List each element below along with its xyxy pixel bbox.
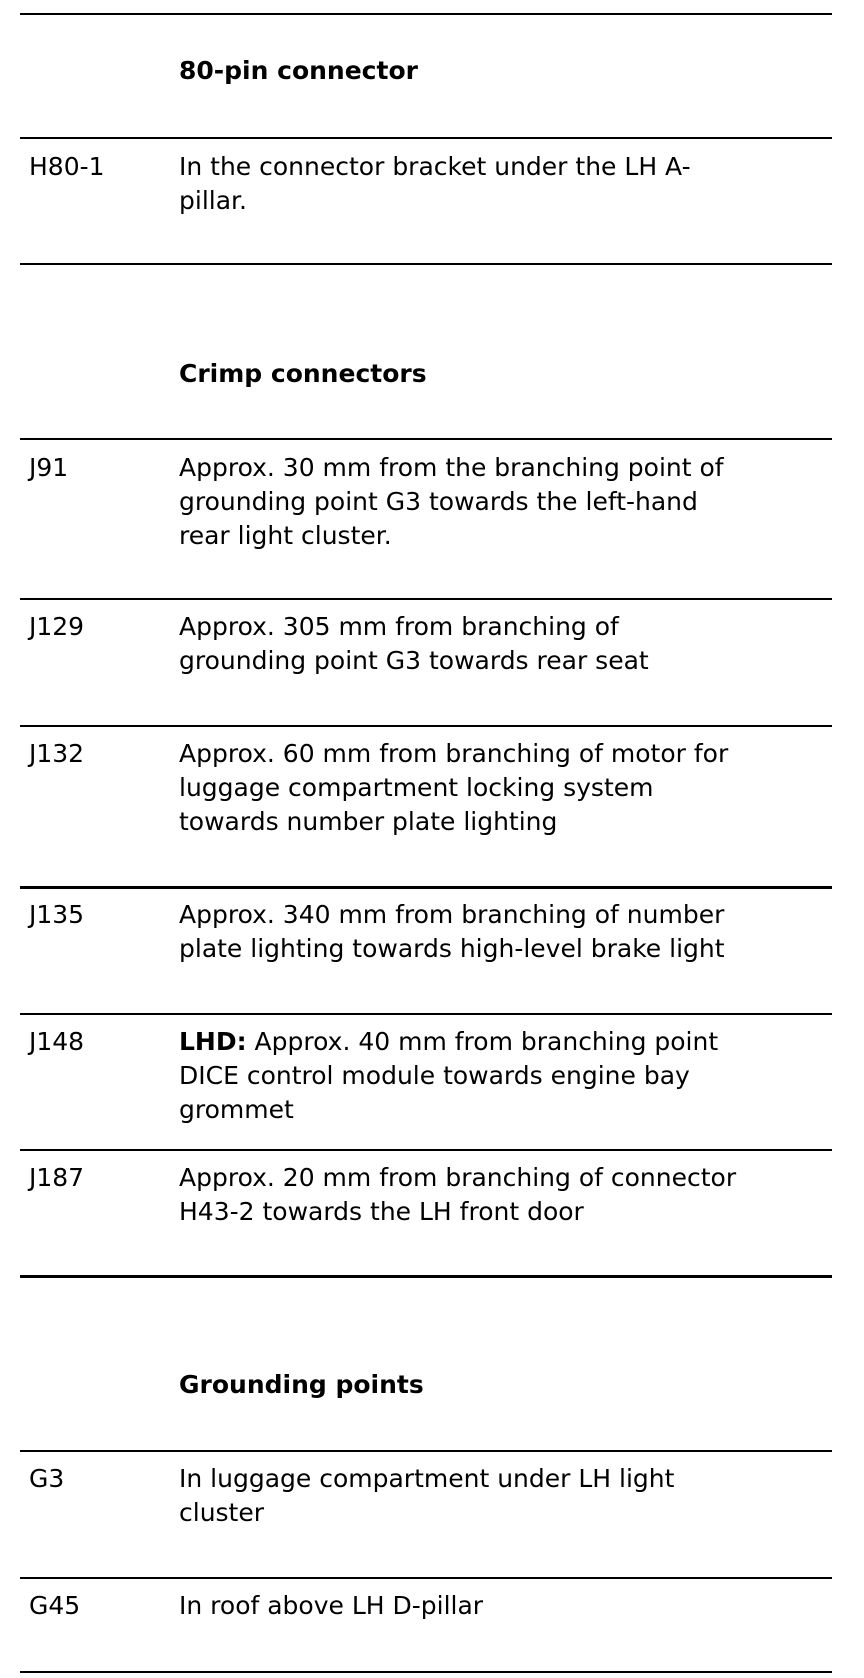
table-row-code: J148	[29, 1027, 85, 1056]
description-line	[179, 1025, 839, 1059]
rule	[20, 1450, 832, 1452]
description-line: In the connector bracket under the LH A-	[179, 152, 691, 181]
rule	[20, 1149, 832, 1151]
table-row-description	[179, 610, 839, 678]
description-line: plate lighting towards high-level brake light	[179, 934, 725, 963]
description-line: rear light cluster.	[179, 521, 392, 550]
table-row-description	[179, 451, 839, 553]
rule	[20, 137, 832, 139]
table-row-description	[179, 737, 839, 839]
rule	[20, 263, 832, 265]
description-line: In luggage compartment under LH light	[179, 1464, 675, 1493]
description-line: H43-2 towards the LH front door	[179, 1197, 584, 1226]
description-line: towards number plate lighting	[179, 807, 558, 836]
rule	[20, 1577, 832, 1579]
description-line: DICE control module towards engine bay	[179, 1061, 690, 1090]
description-line: cluster	[179, 1498, 265, 1527]
table-row-code: J129	[29, 612, 85, 641]
description-line: grounding point G3 towards rear seat	[179, 646, 649, 675]
table-row-code: G45	[29, 1591, 81, 1620]
rule-top	[20, 13, 832, 15]
rule-bottom	[20, 1671, 832, 1673]
table-row-code: G3	[29, 1464, 65, 1493]
section-heading-grounding: Grounding points	[179, 1370, 424, 1399]
table-row-description	[179, 150, 839, 218]
table-row-code: J187	[29, 1163, 85, 1192]
description-line: Approx. 340 mm from branching of number	[179, 900, 725, 929]
description-line: Approx. 30 mm from the branching point of	[179, 453, 724, 482]
rule	[20, 438, 832, 440]
rule	[20, 598, 832, 600]
description-line: grounding point G3 towards the left-hand	[179, 487, 698, 516]
table-row-code: H80-1	[29, 152, 105, 181]
lhd-label: LHD:	[179, 1027, 247, 1056]
rule	[20, 725, 832, 727]
rule	[20, 1275, 832, 1278]
description-line: luggage compartment locking system	[179, 773, 654, 802]
description-line: Approx. 305 mm from branching of	[179, 612, 619, 641]
rule	[20, 886, 832, 889]
description-line: grommet	[179, 1095, 294, 1124]
section-heading-80-pin: 80-pin connector	[179, 56, 418, 85]
table-row-description	[179, 898, 839, 966]
description-line: Approx. 20 mm from branching of connector	[179, 1163, 737, 1192]
description-line: Approx. 60 mm from branching of motor for	[179, 739, 729, 768]
table-row-description	[179, 1025, 839, 1127]
description-line: In roof above LH D-pillar	[179, 1591, 484, 1620]
table-row-description	[179, 1161, 839, 1229]
description-text: Approx. 40 mm from branching point	[246, 1027, 719, 1056]
table-row-description	[179, 1462, 839, 1530]
rule	[20, 1013, 832, 1015]
table-row-code: J132	[29, 739, 85, 768]
description-line: pillar.	[179, 186, 247, 215]
section-heading-crimp: Crimp connectors	[179, 359, 427, 388]
table-row-code: J135	[29, 900, 85, 929]
table-row-code: J91	[29, 453, 69, 482]
table-row-description	[179, 1589, 839, 1623]
